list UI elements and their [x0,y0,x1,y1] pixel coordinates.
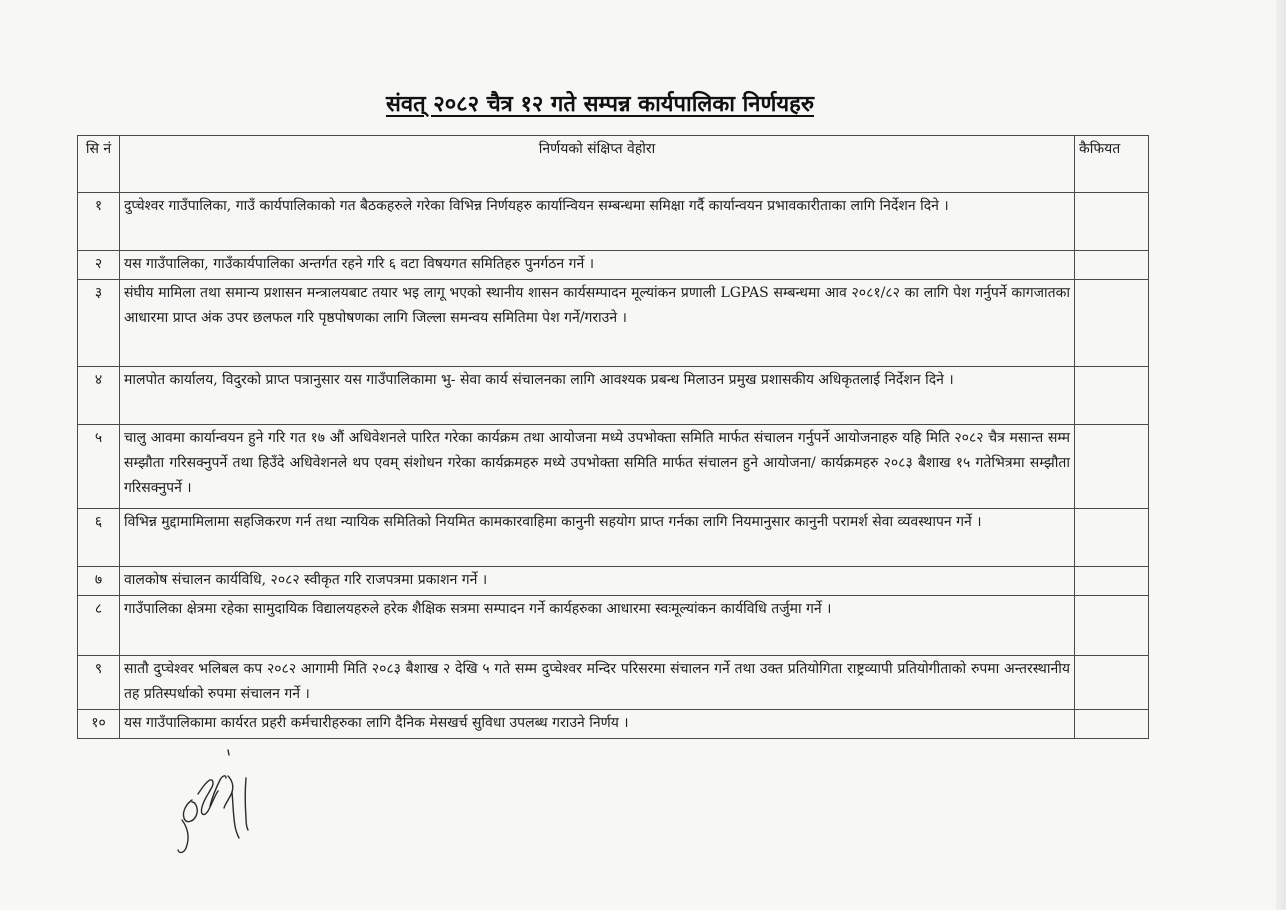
row-serial-number: ७ [78,567,120,596]
row-remarks [1075,596,1149,656]
document-title: संवत् २०८२ चैत्र १२ गते सम्पन्न कार्यपालिका निर्णयहरु [385,91,815,117]
row-remarks [1075,425,1149,509]
row-remarks [1075,251,1149,280]
table-row [78,280,1149,367]
row-description: संघीय मामिला तथा समान्य प्रशासन मन्त्रालयबाट तयार भइ लागू भएको स्थानीय शासन कार्यसम्पादन मूल्यांकन प्रणाली LGPAS सम्बन्धमा आव २०८१/८२ का लागि पेश गर्नुपर्ने कागजातका आधारमा प्राप्त अंक उपर छलफल गरि पृष्ठपोषणका लागि जिल्ला समन्वय समितिमा पेश गर्ने/गराउने । [120,280,1075,367]
row-remarks [1075,509,1149,567]
row-serial-number: ३ [78,280,120,367]
row-description: विभिन्न मुद्दामामिलामा सहजिकरण गर्न तथा न्यायिक समितिको नियमित कामकारवाहिमा कानुनी सहयोग प्राप्त गर्नका लागि नियमानुसार कानुनी परामर्श सेवा व्यवस्थापन गर्ने । [120,509,1075,567]
row-description: यस गाउँपालिकामा कार्यरत प्रहरी कर्मचारीहरुका लागि दैनिक मेसखर्च सुविधा उपलब्ध गराउने निर्णय । [120,710,1075,739]
row-description: सातौ दुप्चेश्वर भलिबल कप २०८२ आगामी मिति २०८३ बैशाख २ देखि ५ गते सम्म दुप्चेश्वर मन्दिर परिसरमा संचालन गर्ने तथा उक्त प्रतियोगिता राष्ट्रव्यापी प्रतियोगीताको रुपमा अन्तरस्थानीय तह प्रतिस्पर्धाको रुपमा संचालन गर्ने । [120,656,1075,710]
row-remarks [1075,280,1149,367]
header-description: निर्णयको संक्षिप्त वेहोरा [120,136,1075,193]
row-remarks [1075,710,1149,739]
row-serial-number: ६ [78,509,120,567]
row-remarks [1075,567,1149,596]
page-edge [1276,0,1286,910]
table-row [78,509,1149,567]
row-remarks [1075,656,1149,710]
table-row [78,193,1149,251]
row-remarks [1075,367,1149,425]
decisions-table [77,135,1149,739]
row-serial-number: ४ [78,367,120,425]
table-row [78,567,1149,596]
table-row [78,710,1149,739]
row-description: दुप्चेश्वर गाउँपालिका, गाउँ कार्यपालिकाको गत बैठकहरुले गरेका विभिन्न निर्णयहरु कार्यान्वियन सम्बन्धमा समिक्षा गर्दै कार्यान्वयन प्रभावकारीताका लागि निर्देशन दिने । [120,193,1075,251]
row-remarks [1075,193,1149,251]
row-description: मालपोत कार्यालय, विदुरको प्राप्त पत्रानुसार यस गाउँपालिकामा भु- सेवा कार्य संचालनका लागि आवश्यक प्रबन्ध मिलाउन प्रमुख प्रशासकीय अधिकृतलाई निर्देशन दिने । [120,367,1075,425]
header-remarks: कैफियत [1075,136,1149,193]
table-row [78,596,1149,656]
table-row [78,251,1149,280]
row-description: यस गाउँपालिका, गाउँकार्यपालिका अन्तर्गत रहने गरि ६ वटा विषयगत समितिहरु पुनर्गठन गर्ने । [120,251,1075,280]
row-description: वालकोष संचालन कार्यविधि, २०८२ स्वीकृत गरि राजपत्रमा प्रकाशन गर्ने । [120,567,1075,596]
table-row [78,656,1149,710]
row-serial-number: ८ [78,596,120,656]
row-serial-number: २ [78,251,120,280]
table-row [78,367,1149,425]
table-header-row [78,136,1149,193]
row-description: चालु आवमा कार्यान्वयन हुने गरि गत १७ औं अधिवेशनले पारित गरेका कार्यक्रम तथा आयोजना मध्ये उपभोक्ता समिति मार्फत संचालन गर्नुपर्ने आयोजनाहरु यहि मिति २०८२ चैत्र मसान्त सम्म सम्झौता गरिसक्नुपर्ने तथा हिउँदे अधिवेशनले थप एवम् संशोधन गरेका कार्यक्रमहरु मध्ये उपभोक्ता समिति मार्फत संचालन हुने आयोजना/ कार्यक्रमहरु २०८३ बैशाख १५ गतेभित्रमा सम्झौता गरिसक्नुपर्ने । [120,425,1075,509]
table-row [78,425,1149,509]
row-serial-number: ९ [78,656,120,710]
header-serial-number: सि नं [78,136,120,193]
handwritten-signature [170,748,270,858]
row-serial-number: ५ [78,425,120,509]
row-serial-number: १ [78,193,120,251]
row-description: गाउँपालिका क्षेत्रमा रहेका सामुदायिक विद्यालयहरुले हरेक शैक्षिक सत्रमा सम्पादन गर्ने कार्यहरुका आधारमा स्वःमूल्यांकन कार्यविधि तर्जुमा गर्ने । [120,596,1075,656]
row-serial-number: १० [78,710,120,739]
